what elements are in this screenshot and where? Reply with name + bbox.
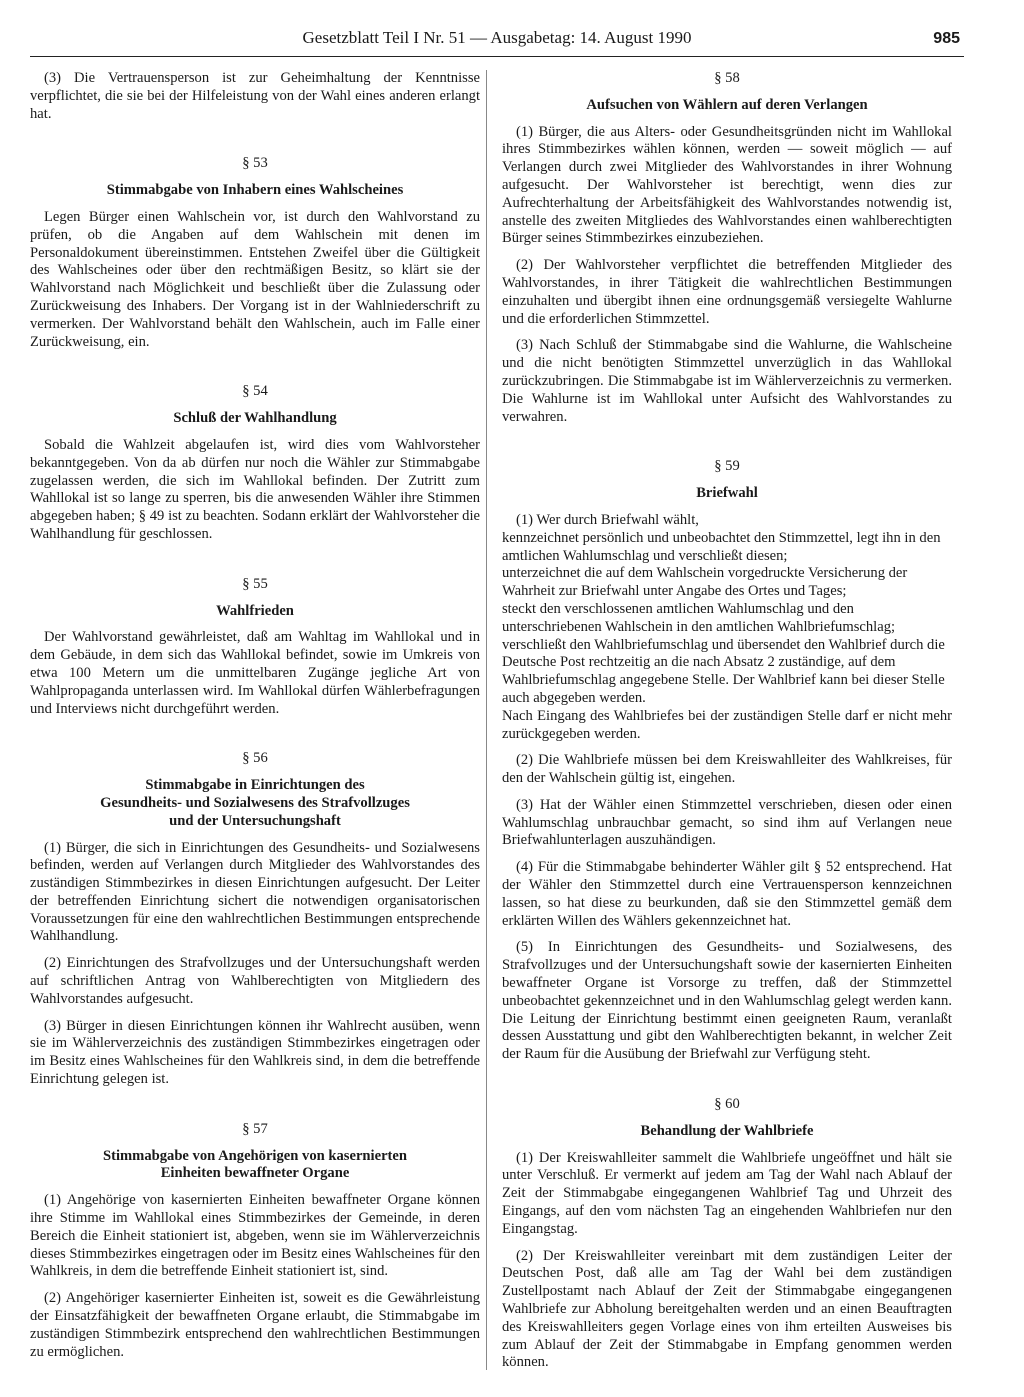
left-column (30, 70, 480, 1380)
paragraph: Sobald die Wahlzeit abgelaufen ist, wird dies vom Wahlvorsteher bekanntgegeben. Von da ab dürfen nur noch die Wähler zur Stimmabgabe zugelassen werden, die sich im Wahllokal befinden. Der Zutritt zum Wahllokal ist so lange zu sperren, bis die anwesenden Wähler ihre Stimmen abgegeben haben; § 49 ist zu beachten. Sodann erklärt der Wahlvorsteher die Wahlhandlung für geschlossen. (30, 436, 480, 542)
paragraph: (2) Der Kreiswahlleiter vereinbart mit dem zuständigen Leiter der Deutschen Post, daß alle am Tag der Wahl bei dem zuständigen Zustellpostamt nach Ablauf der Zeit der Stimmabgabe eingegangenen Wahlbriefe zur Abholung bereitgehalten werden und an einen Beauftragten des Kreiswahlleiters gegen Vorlage eines von ihm erteilten Ausweises bis zum Ablauf der Zeit der Stimmabgabe in Empfang genommen werden können. (502, 1247, 952, 1371)
header-title: Gesetzblatt Teil I Nr. 51 — Ausgabetag: 14. August 1990 (302, 28, 692, 47)
section-55 (30, 576, 480, 719)
list-lead: (1) Wer durch Briefwahl wählt, (516, 511, 699, 528)
paragraph: (5) In Einrichtungen des Gesundheits- und Sozialwesens, des Strafvollzuges und der Untersuchungshaft sowie der kasernierten Einheiten bewaffneter Organe ist Vorsorge zu treffen, daß der Stimmzettel unbeobachtet gekennzeichnet und in den Wahlumschlag gelegt werden kann. Die Leitung der Einrichtung bestimmt einen geeigneten Raum, veranlaßt dessen Ausstattung und gibt den Wahlberechtigten bekannt, in welcher Zeit der Raum für die Ausübung der Briefwahl zur Verfügung steht. (502, 939, 952, 1063)
section-title: Behandlung der Wahlbriefe (640, 1122, 814, 1139)
section-number: § 58 (714, 70, 740, 86)
paragraph: (3) Hat der Wähler einen Stimmzettel verschrieben, diesen oder einen Wahlumschlag unbrauchbar gemacht, so sind ihm auf Verlangen neue Briefwahlunterlagen auszuhändigen. (502, 796, 952, 849)
paragraph: (2) Einrichtungen des Strafvollzuges und der Untersuchungshaft werden auf schriftlichen Antrag von Wahlberechtigten von Mitgliedern des Wahlvorstandes aufgesucht. (30, 955, 480, 1007)
paragraph: (1) Bürger, die sich in Einrichtungen des Gesundheits- und Sozialwesens befinden, werden auf Verlangen durch Mitglieder des Wahlvorstandes des zuständigen Stimmbezirkes in diesen Einrichtungen aufgesucht. Der Leiter der betreffenden Einrichtung sichert die notwendigen organisatorischen Voraussetzungen für eine den wahlrechtlichen Bestimmungen entsprechende Wahlhandlung. (30, 839, 480, 945)
right-column (502, 70, 952, 1380)
paragraph: (4) Für die Stimmabgabe behinderter Wähler gilt § 52 entsprechend. Hat der Wähler den Stimmzettel durch eine Vertrauensperson kennzeichnen lassen, so hat diese zu beurkunden, daß sie den Stimmzettel gemäß dem erklärten Willen des Wählers gekennzeichnet hat. (502, 859, 952, 929)
paragraph: (2) Die Wahlbriefe müssen bei dem Kreiswahlleiter des Wahlkreises, für den der Wahlschein gültig ist, eingehen. (502, 752, 952, 787)
list-item: Nach Eingang des Wahlbriefes bei der zuständigen Stelle darf er nicht mehr zurückgegeben werden. (502, 707, 952, 742)
section-number: § 54 (242, 383, 268, 400)
section-number: § 55 (242, 575, 268, 592)
column-divider (486, 70, 487, 1370)
section-title: Briefwahl (696, 485, 758, 502)
list-item: unterzeichnet die auf dem Wahlschein vorgedruckte Versicherung der Wahrheit zur Briefwahl unter Angabe des Ortes und Tages; (502, 565, 908, 600)
paragraph: (3) Bürger in diesen Einrichtungen können ihr Wahlrecht ausüben, wenn sie im Wählerverzeichnis des zuständigen Stimmbezirkes eingetragen oder im Besitz eines Wahlscheines für den Wahlkreis sind, in dem die betreffende Einrichtung gelegen ist. (30, 1017, 480, 1088)
list-item: kennzeichnet persönlich und unbeobachtet den Stimmzettel, legt ihn in den amtlichen Wahlumschlag und verschließt diesen; (502, 529, 941, 564)
section-title: Aufsuchen von Wählern auf deren Verlangen (586, 96, 868, 113)
section-number: § 59 (714, 458, 740, 475)
section-54 (30, 383, 480, 543)
section-57 (30, 1121, 480, 1362)
section-title: Schluß der Wahlhandlung (173, 410, 337, 427)
section-58 (502, 70, 952, 426)
section-title: Stimmabgabe von Inhabern eines Wahlscheines (106, 182, 404, 199)
paragraph: Legen Bürger einen Wahlschein vor, ist durch den Wahlvorstand zu prüfen, ob die Angaben auf dem Wahlschein mit denen im Personaldokument übereinstimmen. Entstehen Zweifel über die Gültigkeit des Wahlscheines oder über den rechtmäßigen Besitz, so klärt sie der Wahlvorstand nach Möglichkeit und beschließt über die Zulassung oder Zurückweisung des Inhabers. Der Vorgang ist in der Wahlniederschrift zu vermerken. Der Wahlvorstand behält den Wahlschein, auch im Falle einer Zurückweisung, ein. (30, 208, 480, 350)
section-title: Stimmabgabe von Angehörigen von kasernierten Einheiten bewaffneter Organe (102, 1147, 408, 1182)
paragraph: (2) Der Wahlvorsteher verpflichtet die betreffenden Mitglieder des Wahlvorstandes, in ihrer Tätigkeit die wahlrechtlichen Bestimmungen einzuhalten und übergibt ihnen eine ordnungsgemäß versiegelte Wahlurne und die erforderlichen Stimmzettel. (502, 257, 952, 327)
section-number: § 57 (242, 1120, 268, 1137)
section-number: § 53 (242, 155, 268, 172)
page-number: 985 (933, 30, 960, 47)
section-53 (30, 155, 480, 351)
section-title: Wahlfrieden (216, 602, 294, 619)
paragraph: (1) Angehörige von kasernierten Einheiten bewaffneter Organe können ihre Stimme im Wahllokal eines Stimmbezirkes der Gemeinde, in deren Bereich die Einheit stationiert ist, abgeben, wenn sie im Wählerverzeichnis dieses Stimmbezirkes eingetragen oder im Besitz eines Wahlscheines für den Wahlkreis, in dem die betreffende Einheit stationiert ist, sind. (30, 1192, 480, 1280)
section-title: Stimmabgabe in Einrichtungen des Gesundheits- und Sozialwesens des Strafvollzuges und der Untersuchungshaft (100, 777, 410, 829)
section-number: § 56 (242, 750, 268, 767)
paragraph: (3) Nach Schluß der Stimmabgabe sind die Wahlurne, die Wahlscheine und die nicht benötigten Stimmzettel unverzüglich in das Wahllokal zurückzubringen. Die Stimmabgabe ist im Wählerverzeichnis zu vermerken. Die Wahlurne ist im Wahllokal unter Aufsicht des Wahlvorstandes zu verwahren. (502, 337, 952, 425)
page-header (30, 26, 964, 57)
section-number: § 60 (714, 1096, 740, 1113)
list-item: verschließt den Wahlbriefumschlag und übersendet den Wahlbrief durch die Deutsche Post rechtzeitig an die nach Absatz 2 zuständige, auf dem Wahlbriefumschlag angegebene Stelle. Der Wahlbrief kann bei dieser Stelle auch abgegeben werden. (502, 636, 945, 706)
list-item: steckt den verschlossenen amtlichen Wahlumschlag und den unterschriebenen Wahlschein in den amtlichen Wahlbriefumschlag; (502, 600, 896, 635)
paragraph: (2) Angehöriger kasernierter Einheiten ist, soweit es die Gewährleistung der Einsatzfähigkeit der bewaffneten Organe erlaubt, die Stimmabgabe im zuständigen Stimmbezirk entsprechend den wahlrechtlichen Bestimmungen zu ermöglichen. (30, 1290, 480, 1360)
section-60 (502, 1096, 952, 1372)
paragraph-52-3: (3) Die Vertrauensperson ist zur Geheimhaltung der Kenntnisse verpflichtet, die sie bei der Hilfeleistung von der Wahl eines anderen erlangt hat. (30, 70, 480, 122)
section-56 (30, 750, 480, 1089)
paragraph: (1) Der Kreiswahlleiter sammelt die Wahlbriefe ungeöffnet und hält sie unter Verschluß. Er vermerkt auf jedem am Tag der Wahl nach Ablauf der Zeit der Stimmabgabe eingegangenen Wahlbrief Tag und Uhrzeit des Eingangs, auf den vom nächsten Tag an eingehenden Wahlbriefen nur den Eingangstag. (502, 1149, 952, 1237)
paragraph: Der Wahlvorstand gewährleistet, daß am Wahltag im Wahllokal und in dem Gebäude, in dem sich das Wahllokal befindet, sowie im Umkreis von etwa 100 Metern um die unmittelbaren Zugänge jegliche Art von Wahlpropaganda unterlassen wird. Im Wahllokal dürfen Wählerbefragungen und Interviews nicht durchgeführt werden. (30, 629, 480, 717)
paragraph: (1) Bürger, die aus Alters- oder Gesundheitsgründen nicht im Wahllokal ihres Stimmbezirkes wählen können, werden — soweit möglich — auf Verlangen durch zwei Mitglieder des Wahlvorstandes in ihrer Wohnung aufgesucht. Der Wahlvorsteher ist berechtigt, wenn dies zur Aufrechterhaltung der Arbeitsfähigkeit des Wahlvorstandes notwendig ist, anstelle des zweiten Mitgliedes des Wahlvorstandes einen wahlberechtigten Bürger seines Stimmbezirkes einzubeziehen. (502, 123, 952, 247)
section-59 (502, 458, 952, 1064)
